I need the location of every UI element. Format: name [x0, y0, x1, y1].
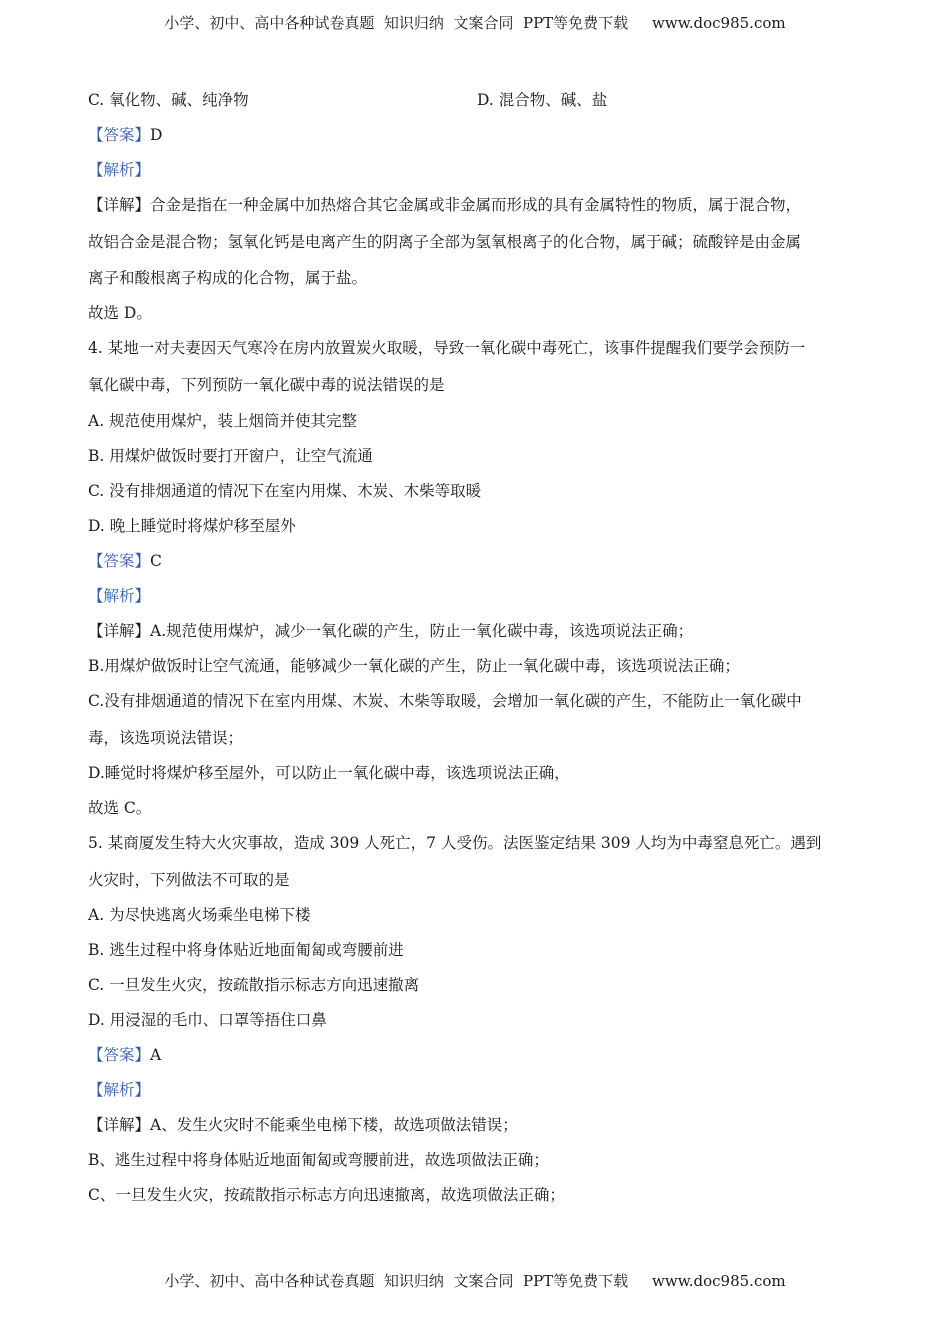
- detail-tag: 【详解】: [88, 196, 151, 214]
- q4-stem-line-2: 氧化碳中毒，下列预防一氧化碳中毒的说法错误的是: [88, 376, 445, 394]
- q5-stem-line-1: 5. 某商厦发生特大火灾事故，造成 309 人死亡，7 人受伤。法医鉴定结果 309 人均为中毒窒息死亡。遇到: [88, 834, 822, 852]
- detail-text: 合金是指在一种金属中加热熔合其它金属或非金属而形成的具有金属特性的物质，属于混合物，: [150, 196, 802, 214]
- q5-option-d: D. 用浸湿的毛巾、口罩等捂住口鼻: [88, 1011, 327, 1029]
- q3-detail-line-3: 离子和酸根离子构成的化合物，属于盐。: [88, 269, 368, 287]
- q4-option-d: D. 晚上睡觉时将煤炉移至屋外: [88, 517, 296, 535]
- q4-stem-line-1: 4. 某地一对夫妻因天气寒冷在房内放置炭火取暖，导致一氧化碳中毒死亡，该事件提醒我们要学会预防一: [88, 339, 806, 357]
- detail-text: A.规范使用煤炉，减少一氧化碳的产生，防止一氧化碳中毒，该选项说法正确；: [150, 622, 694, 640]
- q4-detail-line-4: 毒，该选项说法错误；: [88, 729, 244, 747]
- q5-option-b: B. 逃生过程中将身体贴近地面匍匐或弯腰前进: [88, 941, 404, 959]
- q3-detail-line-1: [88, 195, 801, 215]
- q4-conclusion: 故选 C。: [88, 799, 152, 817]
- q4-option-a: A. 规范使用煤炉，装上烟筒并使其完整: [88, 412, 358, 430]
- q4-detail-line-1: [88, 621, 693, 641]
- q4-detail-line-5: D.睡觉时将煤炉移至屋外，可以防止一氧化碳中毒，该选项说法正确，: [88, 764, 570, 782]
- q3-analysis-tag: 【解析】: [88, 161, 151, 179]
- q4-option-b: B. 用煤炉做饭时要打开窗户，让空气流通: [88, 447, 373, 465]
- answer-tag: 【答案】: [88, 126, 151, 144]
- q5-answer: [88, 1045, 161, 1065]
- answer-tag: 【答案】: [88, 1046, 151, 1064]
- q3-detail-line-2: 故铝合金是混合物；氢氧化钙是电离产生的阴离子全部为氢氧根离子的化合物，属于碱；硫酸锌是由金属: [88, 233, 802, 251]
- q4-analysis-tag: 【解析】: [88, 587, 151, 605]
- q5-detail-line-1: [88, 1115, 518, 1135]
- q5-stem-line-2: 火灾时，下列做法不可取的是: [88, 871, 290, 889]
- q3-answer: [88, 125, 162, 145]
- q4-detail-line-2: B.用煤炉做饭时让空气流通，能够减少一氧化碳的产生，防止一氧化碳中毒，该选项说法正确；: [88, 657, 740, 675]
- q4-answer: [88, 551, 162, 571]
- answer-tag: 【答案】: [88, 552, 151, 570]
- detail-text: A、发生火灾时不能乘坐电梯下楼，故选项做法错误；: [150, 1116, 518, 1134]
- detail-tag: 【详解】: [88, 1116, 151, 1134]
- page-header: 小学、初中、高中各种试卷真题 知识归纳 文案合同 PPT等免费下载 www.doc985.com: [164, 14, 786, 32]
- q5-option-c: C. 一旦发生火灾，按疏散指示标志方向迅速撤离: [88, 976, 420, 994]
- q4-detail-line-3: C.没有排烟通道的情况下在室内用煤、木炭、木柴等取暖，会增加一氧化碳的产生，不能防止一氧化碳中: [88, 692, 802, 710]
- q3-option-d: D. 混合物、碱、盐: [477, 91, 608, 109]
- page-footer: 小学、初中、高中各种试卷真题 知识归纳 文案合同 PPT等免费下载 www.doc985.com: [164, 1272, 786, 1290]
- answer-value: D: [150, 126, 163, 144]
- q5-detail-line-2: B、逃生过程中将身体贴近地面匍匐或弯腰前进，故选项做法正确；: [88, 1151, 549, 1169]
- q5-option-a: A. 为尽快逃离火场乘坐电梯下楼: [88, 906, 311, 924]
- answer-value: A: [150, 1046, 162, 1064]
- answer-value: C: [150, 552, 162, 570]
- detail-tag: 【详解】: [88, 622, 151, 640]
- q4-option-c: C. 没有排烟通道的情况下在室内用煤、木炭、木柴等取暖: [88, 482, 482, 500]
- q5-analysis-tag: 【解析】: [88, 1081, 151, 1099]
- q5-detail-line-3: C、一旦发生火灾，按疏散指示标志方向迅速撤离，故选项做法正确；: [88, 1186, 565, 1204]
- q3-conclusion: 故选 D。: [88, 304, 152, 322]
- q3-option-c: C. 氧化物、碱、纯净物: [88, 91, 249, 109]
